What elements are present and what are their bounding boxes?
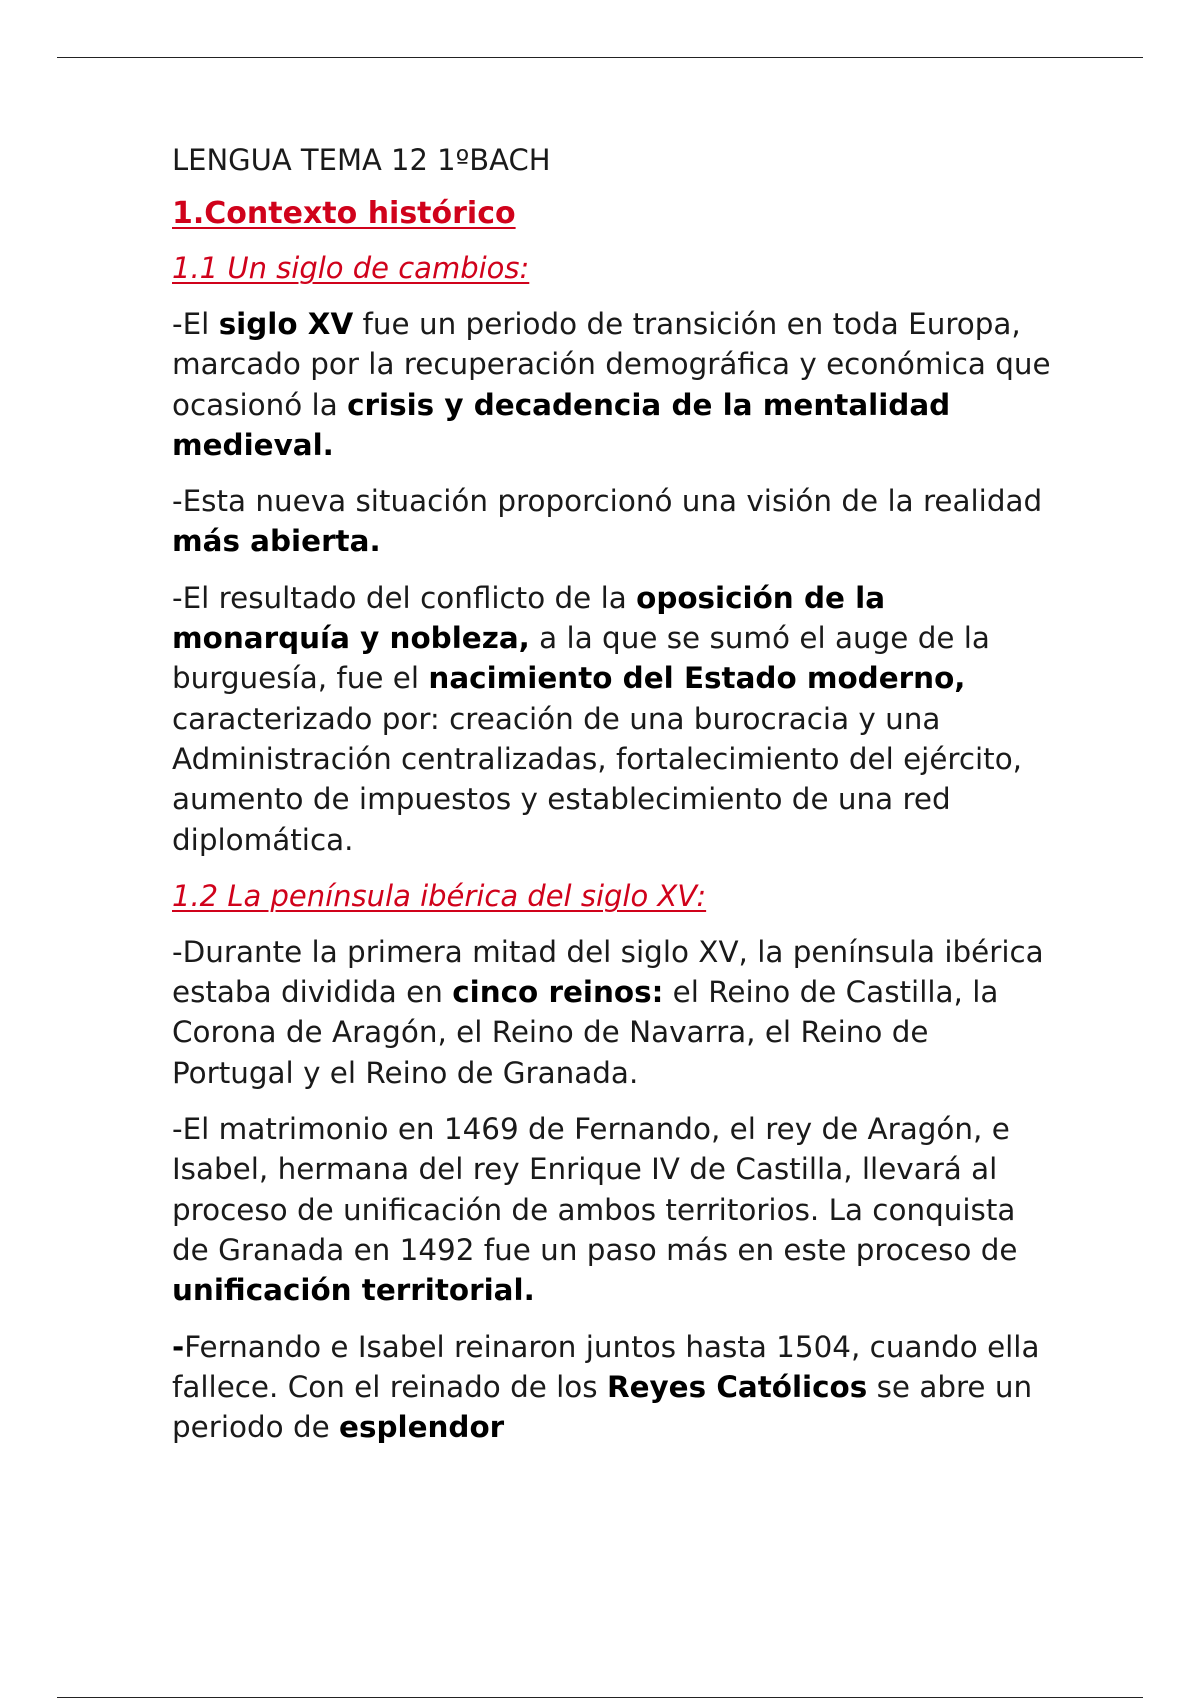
paragraph-cinco-reinos: -Durante la primera mitad del siglo XV, la península ibérica estaba dividida en cinco reinos: el Reino de Castilla, la Corona de Aragón, el Reino de Navarra, el Reino de Portugal y el Reino de Granada.	[172, 934, 1044, 1090]
document-title: LENGUA TEMA 12 1ºBACH	[172, 143, 551, 177]
paragraph-siglo-xv: -El siglo XV fue un periodo de transición en toda Europa, marcado por la recuperación demográfica y económica que ocasionó la crisis y decadencia de la mentalidad medieval.	[172, 307, 1051, 462]
subsection-heading-peninsula-iberica: 1.2 La península ibérica del siglo XV:	[172, 878, 707, 913]
paragraph-unificacion: -El matrimonio en 1469 de Fernando, el rey de Aragón, e Isabel, hermana del rey Enrique IV de Castilla, llevará al proceso de unificación de ambos territorios. La conquista de Granada en 1492 fue un paso más en este proceso de unificación territorial.	[172, 1112, 1018, 1308]
top-divider	[57, 57, 1143, 58]
paragraph-estado-moderno: -El resultado del conflicto de la oposición de la monarquía y nobleza, a la que se sumó el auge de la burguesía, fue el nacimiento del Estado moderno, caracterizado por: creación de una burocracia y una Administración centralizadas, fortalecimiento del ejército, aumento de impuestos y establecimiento de una red diplomática.	[172, 580, 1023, 857]
bottom-divider	[57, 1697, 1143, 1698]
paragraph-reyes-catolicos: -Fernando e Isabel reinaron juntos hasta 1504, cuando ella fallece. Con el reinado de los Reyes Católicos se abre un periodo de esplendor	[172, 1329, 1040, 1445]
section-heading-contexto: 1.Contexto histórico	[172, 196, 516, 231]
paragraph-vision-abierta: -Esta nueva situación proporcionó una visión de la realidad más abierta.	[172, 484, 1043, 559]
subsection-heading-siglo-cambios: 1.1 Un siglo de cambios:	[172, 251, 530, 285]
document-page	[172, 140, 1052, 1463]
